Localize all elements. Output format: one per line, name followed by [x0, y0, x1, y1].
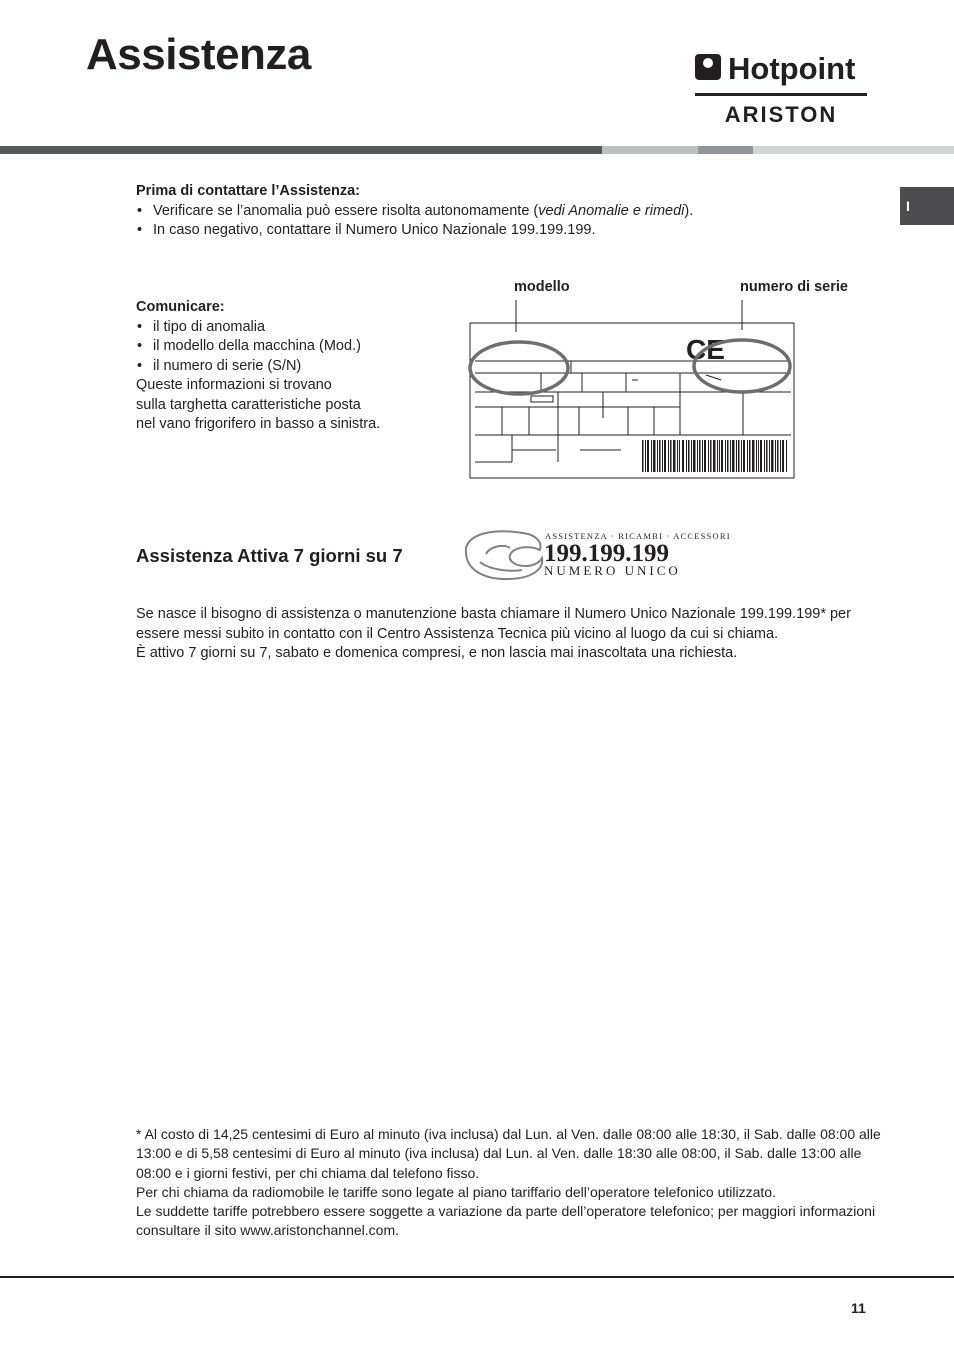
- footnote-paragraph: Per chi chiama da radiomobile le tariffe sono legate al piano tariffario dell’operatore telefonico utilizzato.: [136, 1183, 776, 1200]
- footnote: [136, 1125, 896, 1241]
- page-title: Assistenza: [86, 30, 311, 79]
- list-item: • il modello della macchina (Mod.): [136, 337, 436, 357]
- communicate-list: [136, 318, 436, 377]
- before-contact-list: [136, 202, 876, 241]
- svg-text:ASSISTENZA · RICAMBI · ACCESSO: ASSISTENZA · RICAMBI · ACCESSORI: [545, 531, 731, 541]
- communicate-heading: Comunicare:: [136, 299, 225, 315]
- header-bar-mid: [698, 146, 753, 154]
- svg-text:Hotpoint: Hotpoint: [728, 51, 856, 86]
- footnote-paragraph: * Al costo di 14,25 centesimi di Euro al minuto (iva inclusa) dal Lun. al Ven. dalle 08:00 alle 18:30, il Sab. dalle 08:00 alle 13:00 e di 5,58 centesimi di Euro al minuto (iva inclusa) dal Lun. al Ven. dalle 18:30 alle 08:00, il Sab. dalle 13:00 alle 08:00 e i giorni festivi, per chi chiama dal telefono fisso.: [136, 1126, 881, 1181]
- before-contact-section: [136, 182, 876, 241]
- svg-text:199.199.199: 199.199.199: [544, 540, 669, 567]
- list-item: • il numero di serie (S/N): [136, 357, 436, 377]
- model-highlight-ellipse: [470, 342, 568, 394]
- hotpoint-ariston-logo: [694, 50, 870, 126]
- assistance-description: Se nasce il bisogno di assistenza o manutenzione basta chiamare il Numero Unico Nazionale 199.199.199* per essere messi subito in contatto con il Centro Assistenza Tecnica più vicino al luogo da cui si chiama. È attivo 7 giorni su 7, sabato e domenica compresi, e non lascia mai inascoltata una richiesta.: [136, 606, 851, 661]
- before-contact-heading: Prima di contattare l’Assistenza:: [136, 183, 361, 199]
- header-bar-light-end: [753, 146, 954, 154]
- svg-text:ARISTON: ARISTON: [724, 102, 838, 127]
- communicate-section: [136, 298, 436, 435]
- serial-highlight-ellipse: [694, 340, 790, 392]
- language-tab: I: [900, 187, 954, 225]
- footnote-paragraph: Le suddette tariffe potrebbero essere soggette a variazione da parte dell’operatore telefonico; per maggiori informazioni consultare il sito www.aristonchannel.com.: [136, 1203, 876, 1239]
- header-bar-dark: [0, 146, 602, 154]
- rating-plate-diagram: [466, 300, 798, 482]
- serial-number-label: numero di serie: [740, 279, 848, 295]
- header-bar-light: [602, 146, 698, 154]
- svg-text:NUMERO UNICO: NUMERO UNICO: [544, 563, 681, 578]
- page-number: 11: [851, 1300, 866, 1316]
- communicate-note: Queste informazioni si trovano sulla targhetta caratteristiche posta nel vano frigorifero in basso a sinistra.: [136, 377, 381, 432]
- model-label: modello: [514, 279, 570, 295]
- numero-unico-logo: [462, 526, 731, 582]
- list-item: • Verificare se l’anomalia può essere risolta autonomamente (vedi Anomalie e rimedi).: [136, 202, 876, 222]
- assistance-heading: Assistenza Attiva 7 giorni su 7: [136, 545, 403, 566]
- list-item: • In caso negativo, contattare il Numero Unico Nazionale 199.199.199.: [136, 221, 876, 241]
- footer-rule: [0, 1276, 954, 1278]
- list-item: • il tipo di anomalia: [136, 318, 436, 338]
- ce-mark: CE: [686, 334, 725, 365]
